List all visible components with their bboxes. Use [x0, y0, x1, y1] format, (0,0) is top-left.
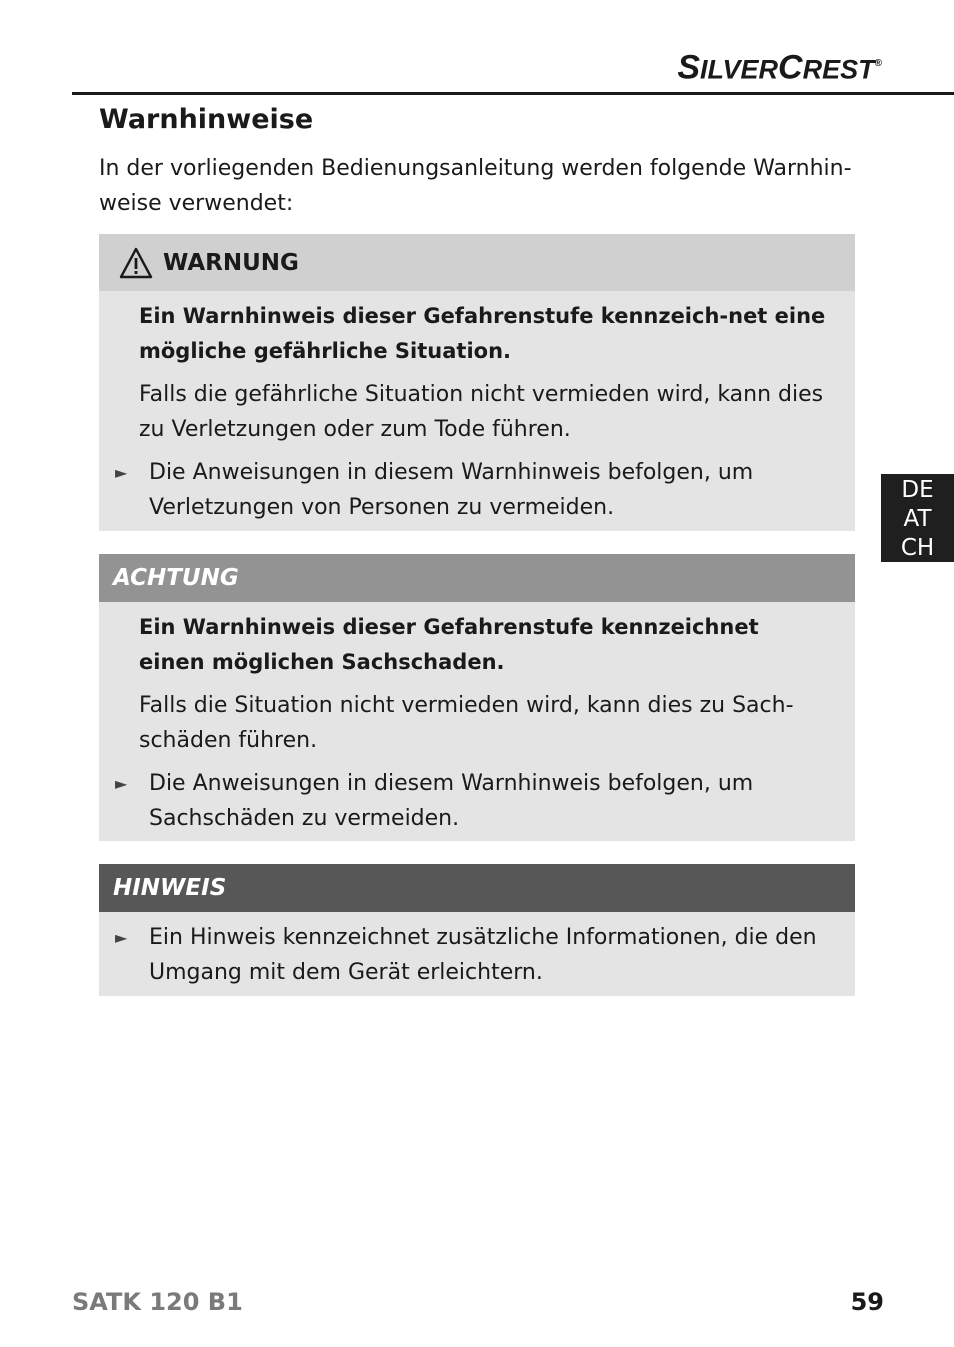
note-label: HINWEIS	[113, 875, 227, 901]
note-box	[99, 864, 855, 996]
caution-bullet	[99, 766, 831, 836]
language-tab	[881, 474, 954, 562]
caution-text: Falls die Situation nicht vermieden wird, kann dies zu Sach-schäden führen.	[139, 693, 794, 753]
page-number: 59	[850, 1288, 884, 1316]
warning-bullet-text: Die Anweisungen in diesem Warnhinweis befolgen, um Verletzungen von Personen zu vermeiden.	[149, 460, 754, 520]
bullet-arrow-icon: ►	[115, 928, 128, 947]
language-ch: CH	[900, 535, 935, 561]
bullet-arrow-icon: ►	[115, 774, 128, 793]
page-heading: Warnhinweise	[99, 104, 314, 135]
note-bullet	[99, 920, 831, 990]
warning-bullet	[99, 455, 831, 525]
language-de: DE	[901, 477, 934, 503]
caution-bold-text: Ein Warnhinweis dieser Gefahrenstufe kennzeichnet einen möglichen Sachschaden.	[139, 615, 759, 674]
note-box-header	[99, 864, 855, 912]
caution-box-header	[99, 554, 855, 602]
warning-box-header	[99, 234, 855, 291]
footer-model: SATK 120 B1	[72, 1288, 243, 1316]
warning-box	[99, 234, 855, 531]
bullet-arrow-icon: ►	[115, 463, 128, 482]
intro-text: In der vorliegenden Bedienungsanleitung werden folgende Warnhin-weise verwendet:	[99, 156, 852, 216]
caution-label: ACHTUNG	[113, 565, 239, 591]
warning-text: Falls die gefährliche Situation nicht vermieden wird, kann dies zu Verletzungen oder zum Tode führen.	[139, 382, 824, 442]
caution-bullet-text: Die Anweisungen in diesem Warnhinweis befolgen, um Sachschäden zu vermeiden.	[149, 771, 754, 831]
brand-logo: SILVERCREST®	[677, 48, 882, 87]
warning-triangle-icon	[119, 247, 153, 279]
warning-bold-text: Ein Warnhinweis dieser Gefahrenstufe kennzeich-net eine mögliche gefährliche Situation.	[139, 304, 826, 363]
note-bullet-text: Ein Hinweis kennzeichnet zusätzliche Informationen, die den Umgang mit dem Gerät erleichtern.	[149, 925, 817, 985]
header-rule	[72, 92, 954, 95]
language-at: AT	[903, 506, 932, 532]
caution-box	[99, 554, 855, 841]
warning-label: WARNUNG	[163, 249, 299, 276]
